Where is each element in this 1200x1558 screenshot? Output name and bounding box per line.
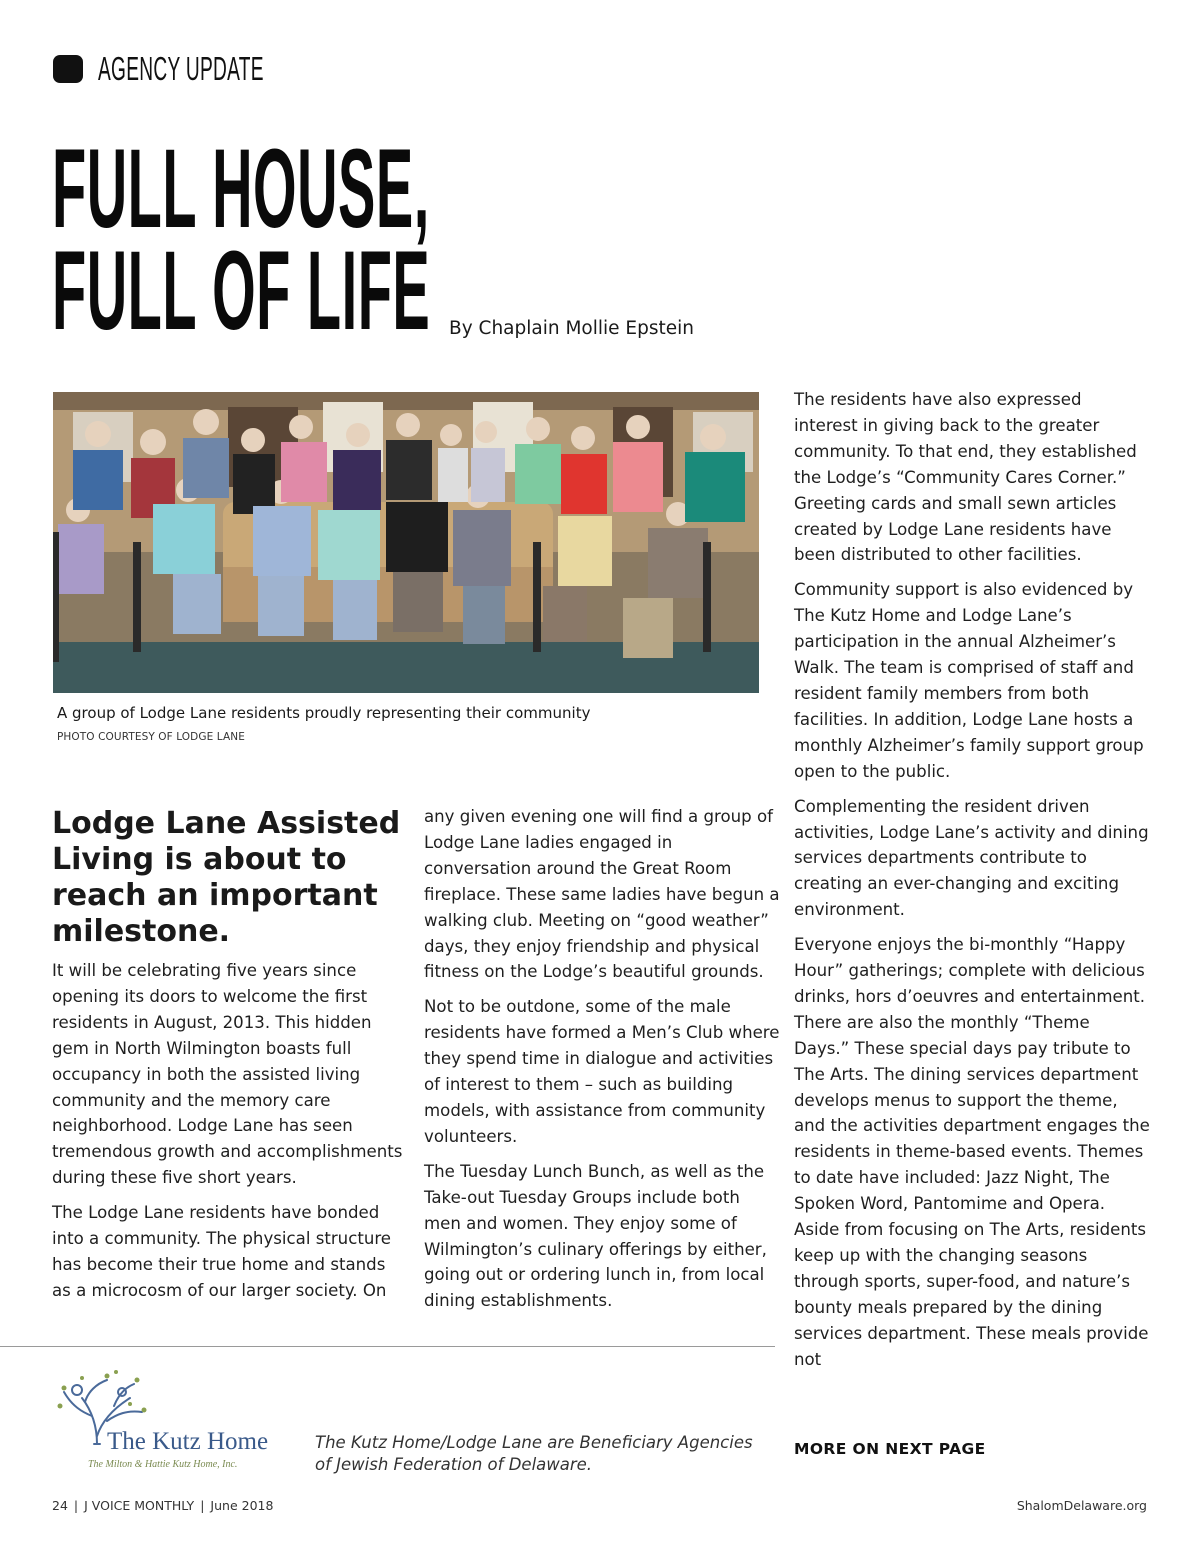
more-on-next-page-link[interactable]: MORE ON NEXT PAGE xyxy=(794,1440,986,1458)
paragraph: Not to be outdone, some of the male residents have formed a Men’s Club where they spend time in dialogue and activities of interest to them – such as building models, with assistance from community volunteers. xyxy=(424,997,780,1146)
divider-rule xyxy=(0,1346,775,1347)
website-link[interactable]: ShalomDelaware.org xyxy=(1016,1498,1147,1513)
publication-name: J VOICE MONTHLY xyxy=(84,1498,195,1513)
headline-line-2: FULL OF LIFE xyxy=(52,228,431,353)
footer-separator: | xyxy=(200,1498,205,1513)
article-deck: Lodge Lane Assisted Living is about to reach an important milestone. xyxy=(52,806,401,949)
beneficiary-note xyxy=(315,1432,765,1476)
headline xyxy=(52,126,431,353)
photo-credit: PHOTO COURTESY OF LODGE LANE xyxy=(57,731,245,743)
headline-line-1: FULL HOUSE, xyxy=(52,126,430,251)
paragraph: Community support is also evidenced by The Kutz Home and Lodge Lane’s participation in the annual Alzheimer’s Walk. The team is comprised of staff and resident family members from both facilities. In addition, Lodge Lane hosts a monthly Alzheimer’s family support group open to the public. xyxy=(794,580,1144,781)
footer-folio xyxy=(52,1498,273,1513)
beneficiary-line-2: of Jewish Federation of Delaware. xyxy=(315,1455,593,1474)
byline: By Chaplain Mollie Epstein xyxy=(449,318,694,339)
photo-caption: A group of Lodge Lane residents proudly representing their community xyxy=(57,704,591,722)
issue-date: June 2018 xyxy=(210,1498,274,1513)
section-label: AGENCY UPDATE xyxy=(98,50,264,87)
paragraph: Everyone enjoys the bi-monthly “Happy Hour” gatherings; complete with delicious drinks, hors d’oeuvres and entertainment. There are also the monthly “Theme Days.” These special days pay tribute to The Arts. The dining services department develops menus to support the theme, and the activities department engages the residents in theme-based events. Themes to date have included: Jazz Night, The Spoken Word, Pantomime and Opera. Aside from focusing on The Arts, residents keep up with the changing seasons through sports, super-food, and nature’s bounty meals prepared by the dining services department. These meals provide not xyxy=(794,935,1150,1369)
page-number: 24 xyxy=(52,1498,68,1513)
paragraph: The Tuesday Lunch Bunch, as well as the Take-out Tuesday Groups include both men and women. They enjoy some of Wilmington’s culinary offerings by either, going out or ordering lunch in, from local dining establishments. xyxy=(424,1161,767,1311)
group-photo xyxy=(53,392,759,693)
paragraph: The residents have also expressed interest in giving back to the greater community. To that end, they established the Lodge’s “Community Cares Corner.” Greeting cards and small sewn articles created by Lodge Lane residents have been distributed to other facilities. xyxy=(794,390,1137,565)
paragraph: It will be celebrating five years since opening its doors to welcome the first residents in August, 2013. This hidden gem in North Wilmington boasts full occupancy in both the assisted living community and the memory care neighborhood. Lodge Lane has seen tremendous growth and accomplishments during these five short years. xyxy=(52,961,403,1188)
logo-name: The Kutz Home xyxy=(107,1428,269,1455)
article-column-1 xyxy=(52,958,406,1313)
footer-separator: | xyxy=(73,1498,79,1513)
section-bullet xyxy=(53,55,83,83)
paragraph: Complementing the resident driven activities, Lodge Lane’s activity and dining services departments contribute to creating an ever-changing and exciting environment. xyxy=(794,796,1149,920)
article-column-3 xyxy=(794,387,1150,1382)
article-column-2 xyxy=(424,804,780,1323)
paragraph: any given evening one will find a group of Lodge Lane ladies engaged in conversation around the Great Room fireplace. These same ladies have begun a walking club. Meeting on “good weather” days, they enjoy friendship and physical fitness on the Lodge’s beautiful grounds. xyxy=(424,807,780,982)
beneficiary-line-1: The Kutz Home/Lodge Lane are Beneficiary Agencies xyxy=(315,1433,753,1452)
logo-subtitle: The Milton & Hattie Kutz Home, Inc. xyxy=(88,1459,238,1470)
paragraph: The Lodge Lane residents have bonded into a community. The physical structure has become their true home and stands as a microcosm of our larger society. On xyxy=(52,1203,392,1300)
